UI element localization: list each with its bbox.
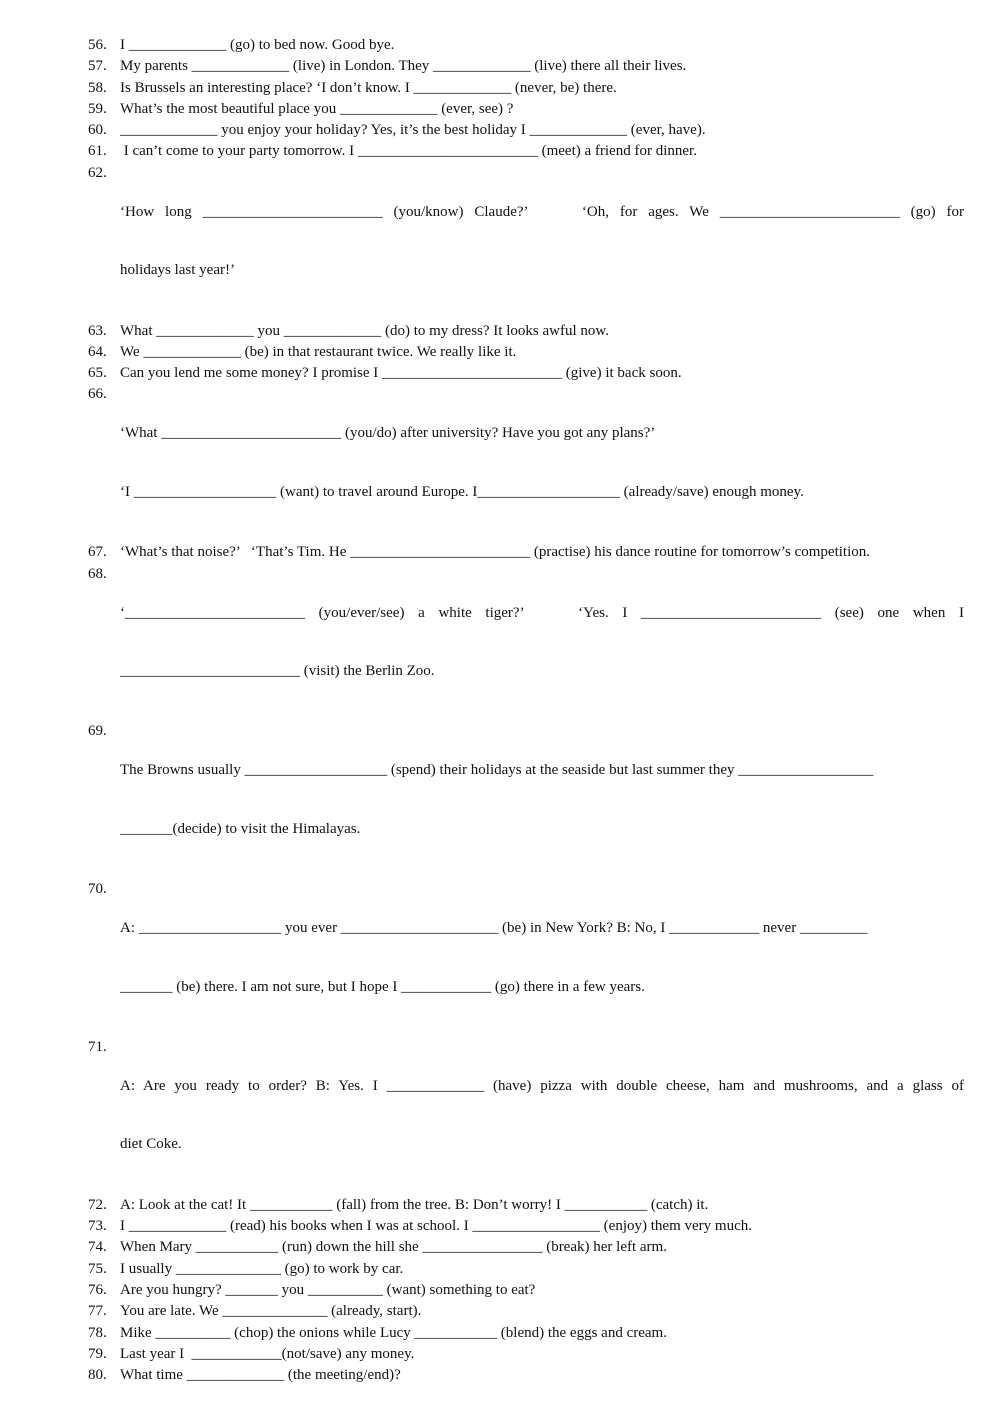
item-text: Is Brussels an interesting place? ‘I don’t know. I _____________ (never, be) there. [120, 79, 617, 96]
item-text-block [120, 722, 964, 878]
item-text: Last year I ____________(not/save) any money. [120, 1345, 415, 1362]
item-text-line: ________________________ (visit) the Berlin Zoo. [120, 663, 435, 680]
item-text: My parents _____________ (live) in London. They _____________ (live) there all their lives. [120, 58, 687, 75]
item-number: 79. [88, 1345, 107, 1362]
exercise-item-70 [88, 880, 964, 1036]
exercise-item-65 [88, 364, 964, 384]
item-number: 72. [88, 1196, 107, 1213]
item-text: You are late. We ______________ (already, start). [120, 1303, 422, 1320]
item-number: 68. [88, 565, 107, 582]
item-text: I can’t come to your party tomorrow. I ________________________ (meet) a friend for dinner. [120, 143, 697, 160]
item-number: 69. [88, 723, 107, 740]
item-number: 77. [88, 1303, 107, 1320]
exercise-item-58 [88, 79, 964, 99]
item-number: 56. [88, 37, 107, 53]
item-text-block [120, 565, 964, 721]
exercise-item-74 [88, 1238, 964, 1258]
exercise-item-63 [88, 322, 964, 342]
item-text: What’s the most beautiful place you _____________ (ever, see) ? [120, 100, 514, 117]
item-text-line: A: Are you ready to order? B: Yes. I _____________ (have) pizza with double cheese, ham and mushrooms, and a glass of [120, 1077, 964, 1094]
item-text: We _____________ (be) in that restaurant twice. We really like it. [120, 343, 517, 360]
exercise-item-67 [88, 543, 964, 563]
exercise-item-79 [88, 1345, 964, 1365]
item-number: 59. [88, 100, 107, 117]
exercise-item-61 [88, 142, 964, 162]
exercise-list [88, 36, 964, 1387]
item-number: 66. [88, 386, 107, 403]
exercise-item-64 [88, 343, 964, 363]
item-number: 67. [88, 544, 107, 561]
item-number: 65. [88, 365, 107, 382]
item-text: I _____________ (read) his books when I was at school. I _________________ (enjoy) them very much. [120, 1218, 752, 1235]
item-text-block [120, 880, 964, 1036]
exercise-item-66 [88, 385, 964, 541]
item-number: 57. [88, 58, 107, 75]
item-number: 62. [88, 164, 107, 181]
exercise-item-62 [88, 164, 964, 320]
item-text: _____________ you enjoy your holiday? Yes, it’s the best holiday I _____________ (ever, have). [120, 122, 706, 139]
exercise-item-78 [88, 1324, 964, 1344]
item-number: 71. [88, 1038, 107, 1055]
item-number: 70. [88, 881, 107, 898]
item-text: Mike __________ (chop) the onions while Lucy ___________ (blend) the eggs and cream. [120, 1324, 667, 1341]
exercise-item-56 [88, 36, 964, 56]
item-number: 80. [88, 1367, 107, 1384]
exercise-item-80 [88, 1366, 964, 1386]
item-number: 64. [88, 343, 107, 360]
item-text-block [120, 385, 964, 541]
item-text: Are you hungry? _______ you __________ (want) something to eat? [120, 1281, 536, 1298]
item-text: Can you lend me some money? I promise I ________________________ (give) it back soon. [120, 365, 682, 382]
item-text-line: holidays last year!’ [120, 262, 235, 279]
item-number: 63. [88, 322, 107, 339]
exercise-item-60 [88, 121, 964, 141]
item-text-line: _______ (be) there. I am not sure, but I hope I ____________ (go) there in a few years. [120, 978, 645, 995]
item-text-block [120, 164, 964, 320]
item-text-line: _______(decide) to visit the Himalayas. [120, 820, 361, 837]
item-text: When Mary ___________ (run) down the hill she ________________ (break) her left arm. [120, 1239, 667, 1256]
item-text: I _____________ (go) to bed now. Good bye. [120, 37, 395, 53]
exercise-item-72 [88, 1196, 964, 1216]
item-number: 76. [88, 1281, 107, 1298]
item-text-block [120, 1038, 964, 1194]
item-text: What time _____________ (the meeting/end)? [120, 1367, 401, 1384]
exercise-item-73 [88, 1217, 964, 1237]
item-number: 58. [88, 79, 107, 96]
item-text: I usually ______________ (go) to work by car. [120, 1260, 404, 1277]
exercise-item-57 [88, 57, 964, 77]
item-text-line: ‘________________________ (you/ever/see) a white tiger?’ ‘Yes. I ________________________ (see) one when I [120, 604, 964, 621]
exercise-item-69 [88, 722, 964, 878]
item-number: 73. [88, 1218, 107, 1235]
item-number: 61. [88, 143, 107, 160]
exercise-item-68 [88, 565, 964, 721]
exercise-item-77 [88, 1302, 964, 1322]
item-text: A: Look at the cat! It ___________ (fall) from the tree. B: Don’t worry! I ___________ (catch) it. [120, 1196, 709, 1213]
item-number: 74. [88, 1239, 107, 1256]
item-text-line: The Browns usually ___________________ (spend) their holidays at the seaside but last summer they __________________ [120, 762, 874, 779]
item-text-line: ‘What ________________________ (you/do) after university? Have you got any plans?’ [120, 425, 656, 442]
item-number: 75. [88, 1260, 107, 1277]
item-text: What _____________ you _____________ (do) to my dress? It looks awful now. [120, 322, 609, 339]
item-text-line: A: ___________________ you ever _____________________ (be) in New York? B: No, I ____________ never _________ [120, 920, 868, 937]
exercise-item-76 [88, 1281, 964, 1301]
exercise-item-71 [88, 1038, 964, 1194]
item-text: ‘What’s that noise?’ ‘That’s Tim. He ________________________ (practise) his dance routine for tomorrow’s competition. [120, 544, 871, 561]
exercise-item-75 [88, 1260, 964, 1280]
exercise-item-59 [88, 100, 964, 120]
item-number: 60. [88, 122, 107, 139]
item-text-line: ‘How long ________________________ (you/know) Claude?’ ‘Oh, for ages. We ________________________ (go) for [120, 203, 964, 220]
item-number: 78. [88, 1324, 107, 1341]
item-text-line: ‘I ___________________ (want) to travel around Europe. I___________________ (already/save) enough money. [120, 483, 804, 500]
item-text-line: diet Coke. [120, 1136, 182, 1153]
